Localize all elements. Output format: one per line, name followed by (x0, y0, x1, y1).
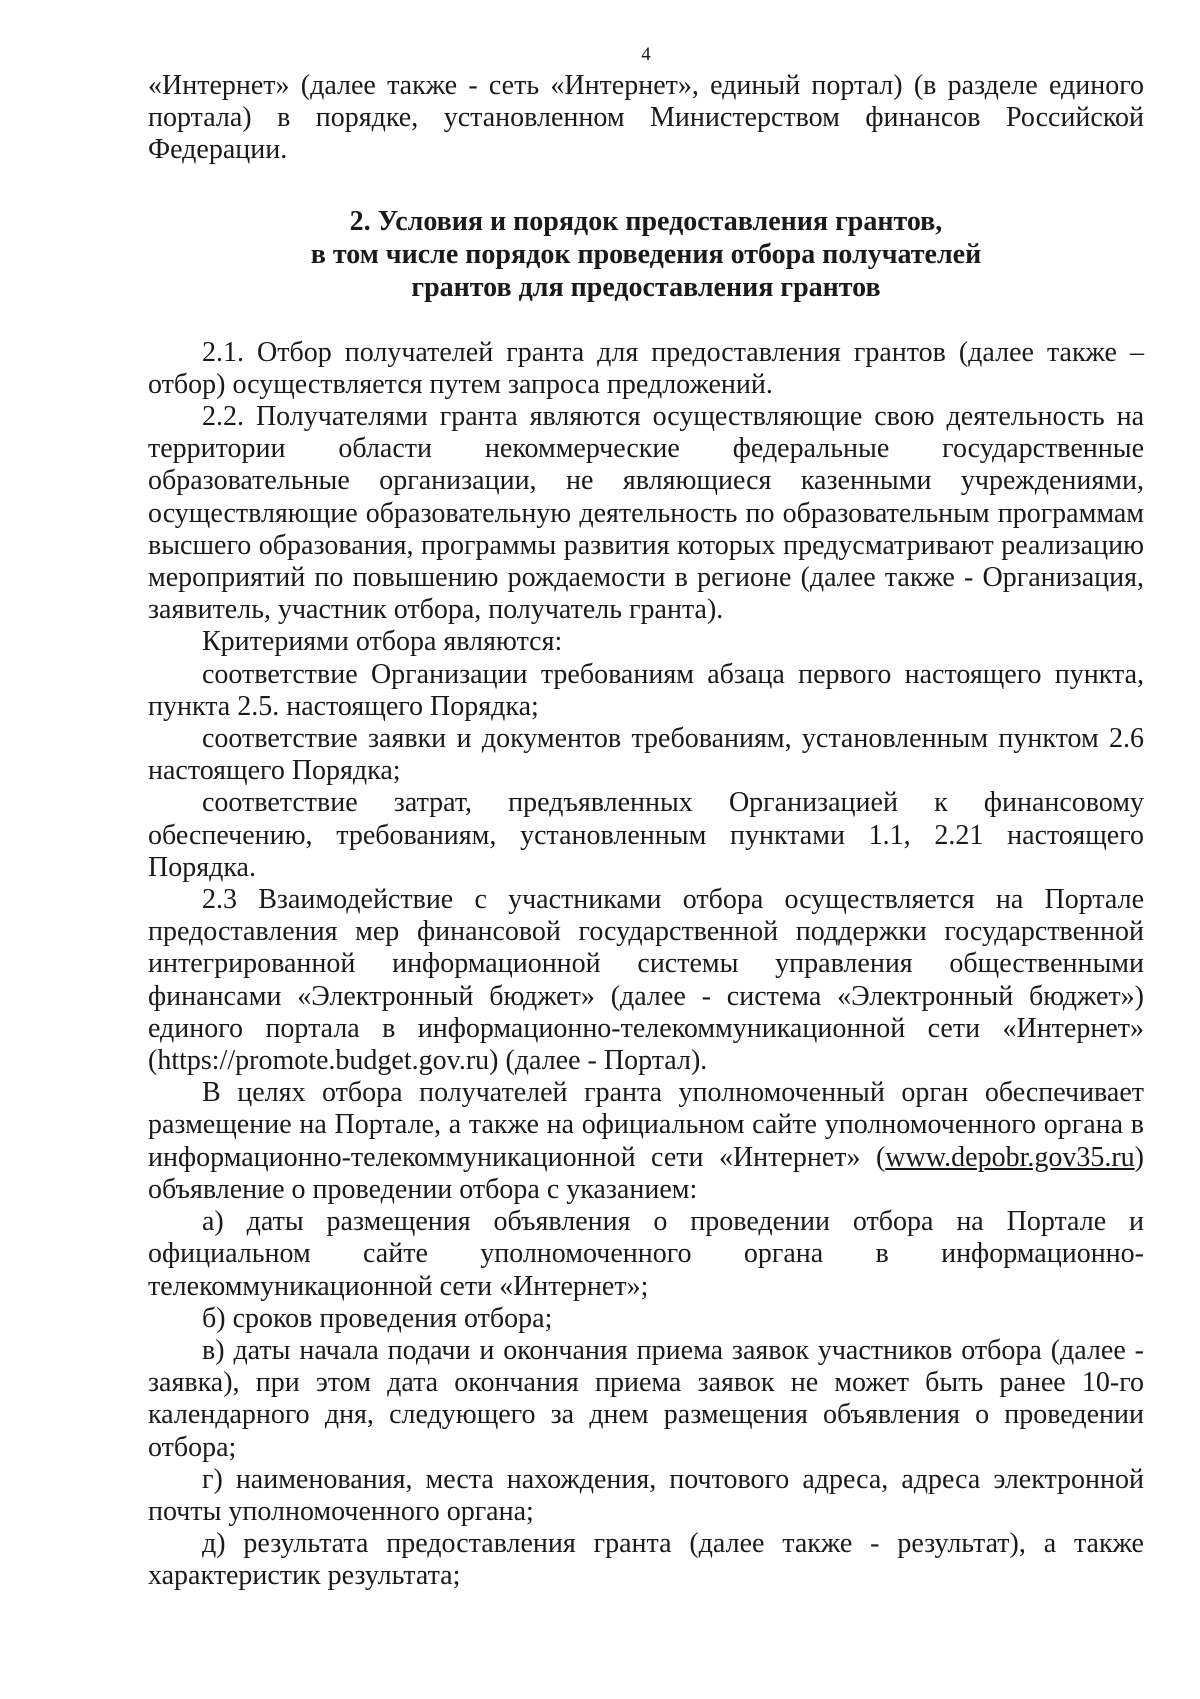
criterion-3: соответствие затрат, предъявленных Организацией к финансовому обеспечению, требованиям, установленным пунктами 1.1, 2.21 настоящего Порядка. (148, 787, 1144, 883)
heading-line-3: грантов для предоставления грантов (411, 271, 881, 303)
list-item-a: а) даты размещения объявления о проведении отбора на Портале и официальном сайте уполномоченного органа в информационно-телекоммуникационной сети «Интернет»; (148, 1206, 1144, 1302)
list-item-b: б) сроков проведения отбора; (202, 1302, 553, 1334)
goals-paragraph (148, 1077, 1144, 1206)
heading-line-1: 2. Условия и порядок предоставления грантов, (349, 205, 943, 237)
intro-paragraph: «Интернет» (далее также - сеть «Интернет», единый портал) (в разделе единого портала) в порядке, установленном Министерством финансов Российской Федерации. (148, 70, 1144, 166)
goals-text-end: ) объявление о проведении отбора с указанием: (148, 1141, 1144, 1205)
heading-line-2: в том числе порядок проведения отбора получателей (310, 238, 982, 270)
section-heading (148, 205, 1144, 304)
paragraph-2-1: 2.1. Отбор получателей гранта для предоставления грантов (далее также – отбор) осуществляется путем запроса предложений. (148, 336, 1144, 400)
list-item-d: д) результата предоставления гранта (далее также - результат), а также характеристик результата; (148, 1528, 1144, 1592)
criterion-2: соответствие заявки и документов требованиям, установленным пунктом 2.6 настоящего Порядка; (148, 723, 1144, 787)
website-link[interactable]: www.depobr.gov35.ru (885, 1141, 1135, 1173)
paragraph-2-3: 2.3 Взаимодействие с участниками отбора осуществляется на Портале предоставления мер финансовой государственной поддержки государственной интегрированной информационной системы управления общественными финансами «Электронный бюджет» (далее - система «Электронный бюджет») единого портала в информационно-телекоммуникационной сети «Интернет» (https://promote.budget.gov.ru) (далее - Портал). (148, 884, 1144, 1077)
document-page (148, 42, 1144, 1593)
list-item-v: в) даты начала подачи и окончания приема заявок участников отбора (далее - заявка), при этом дата окончания приема заявок не может быть ранее 10-го календарного дня, следующего за днем размещения объявления о проведении отбора; (148, 1334, 1144, 1463)
list-item-g: г) наименования, места нахождения, почтового адреса, адреса электронной почты уполномоченного органа; (148, 1463, 1144, 1527)
goals-text-start: В целях отбора получателей гранта уполномоченный орган обеспечивает размещение на Портале, а также на официальном сайте уполномоченного органа в информационно-телекоммуникационной сети «Интернет» ( (148, 1077, 1144, 1173)
criterion-1: соответствие Организации требованиям абзаца первого настоящего пункта, пункта 2.5. настоящего Порядка; (148, 658, 1144, 722)
page-number: 4 (641, 44, 651, 65)
criteria-title: Критериями отбора являются: (202, 626, 563, 658)
paragraph-2-2: 2.2. Получателями гранта являются осуществляющие свою деятельность на территории области некоммерческие федеральные государственные образовательные организации, не являющиеся казенными учреждениями, осуществляющие образовательную деятельность по образовательным программам высшего образования, программы развития которых предусматривают реализацию мероприятий по повышению рождаемости в регионе (далее также - Организация, заявитель, участник отбора, получатель гранта). (148, 401, 1144, 626)
